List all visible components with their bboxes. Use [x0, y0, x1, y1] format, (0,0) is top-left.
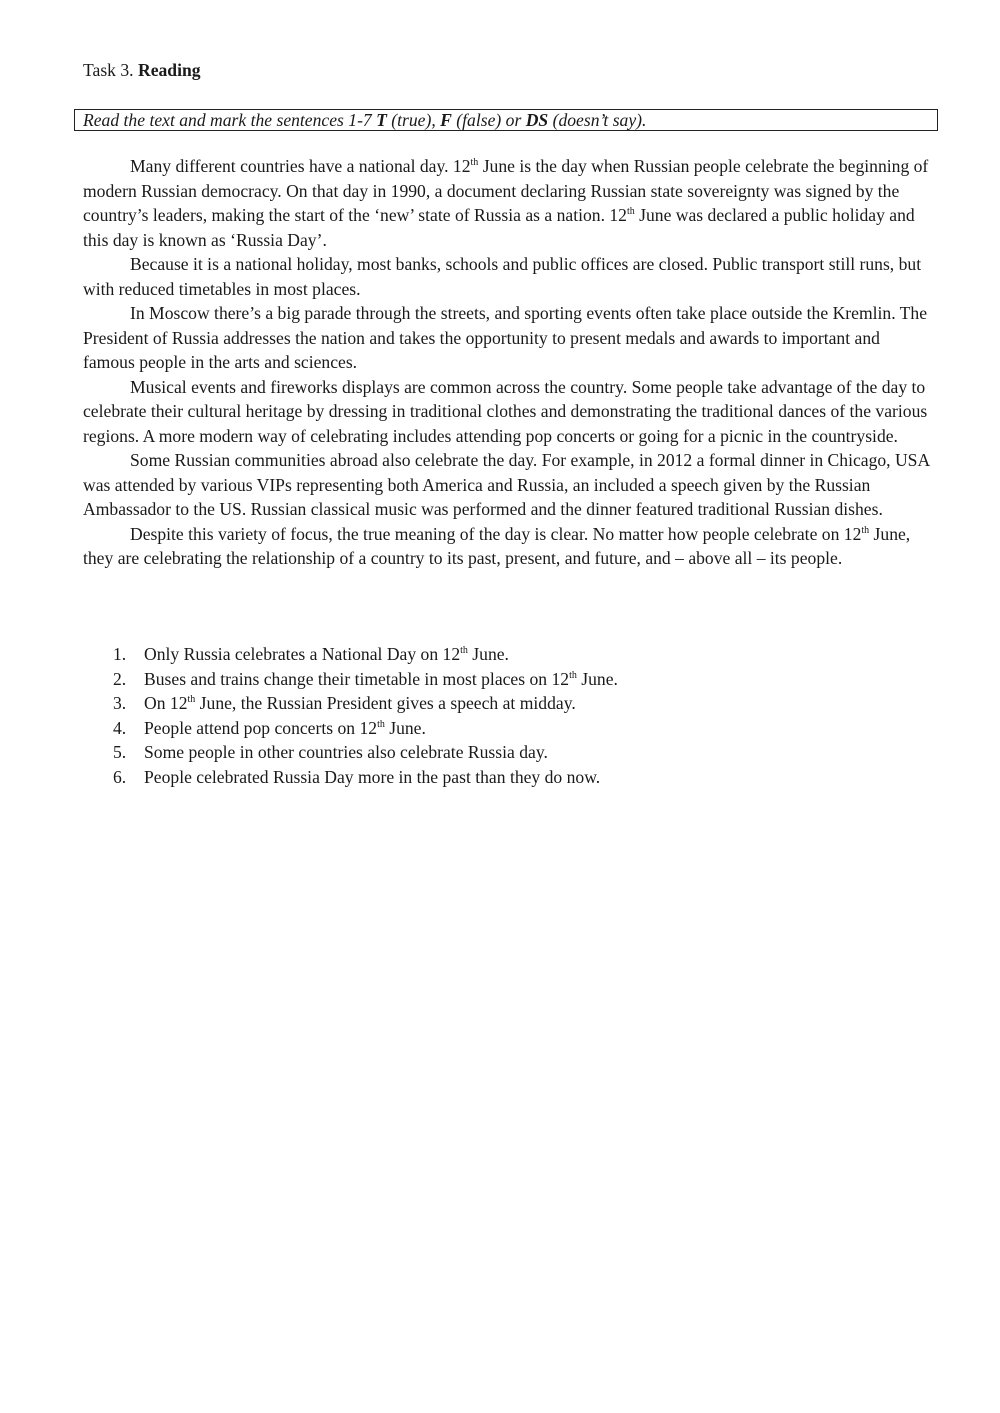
task-heading	[83, 58, 201, 82]
question-text-a: Some people in other countries also celebrate Russia day.	[144, 742, 548, 762]
question-text-b: June.	[467, 644, 509, 664]
passage-paragraph-4: Musical events and fireworks displays are common across the country. Some people take advantage of the day to celebrate their cultural heritage by dressing in traditional clothes and demonstrating the traditional dances of the various regions. A more modern way of celebrating includes attending pop concerts or going for a picnic in the countryside.	[83, 376, 928, 446]
instruction-box	[74, 109, 938, 131]
question-number: 1.	[113, 644, 127, 664]
instruction-text-4: (doesn’t say).	[548, 110, 647, 130]
question-superscript: th	[569, 669, 577, 681]
question-number: 2.	[113, 668, 127, 689]
p1-text-a: Many different countries have a national day. 12	[130, 156, 471, 176]
p1-text-c: June was declared a public holiday and this day is known as ‘Russia Day’.	[83, 205, 915, 250]
question-item	[83, 691, 943, 716]
task-title: Reading	[137, 60, 201, 80]
p6-text-a: Despite this variety of focus, the true meaning of the day is clear. No matter how people celebrate on 12	[130, 523, 862, 544]
question-text-b: June.	[576, 668, 618, 689]
question-item	[83, 716, 943, 741]
p6-superscript-a: th	[861, 524, 870, 536]
question-list	[83, 642, 943, 789]
question-superscript: th	[377, 718, 385, 730]
question-text-b: June.	[384, 717, 426, 738]
passage-paragraph-2: Because it is a national holiday, most banks, schools and public offices are closed. Public transport still runs, but with reduced timetables in most places.	[83, 254, 922, 299]
passage-paragraph-6	[83, 522, 933, 571]
passage-paragraph-3: In Moscow there’s a big parade through the streets, and sporting events often take place outside the Kremlin. The President of Russia addresses the nation and takes the opportunity to present medals and awards to important and famous people in the arts and sciences.	[83, 303, 928, 372]
question-text-a: People celebrated Russia Day more in the past than they do now.	[144, 766, 601, 787]
question-text-a: Only Russia celebrates a National Day on 12	[144, 644, 461, 664]
task-label: Task 3.	[83, 60, 134, 80]
reading-passage	[83, 154, 933, 571]
instruction-text-2: (true),	[386, 110, 441, 130]
instruction-false-code: F	[440, 110, 452, 130]
instruction-doesnt-say-code: DS	[525, 110, 549, 130]
question-number: 5.	[113, 742, 127, 762]
question-item	[83, 667, 943, 692]
question-superscript: th	[187, 694, 196, 705]
question-item	[83, 765, 943, 790]
question-item	[83, 642, 943, 667]
question-number: 3.	[113, 693, 127, 713]
question-number: 4.	[113, 717, 127, 738]
p6-text-b: June, they are celebrating the relationship of a country to its past, present, and future, and – above all – its people.	[83, 523, 911, 568]
question-text-a: People attend pop concerts on 12	[144, 717, 378, 738]
instruction-true-code: T	[376, 110, 387, 130]
p1-text-b: June is the day when Russian people celebrate the beginning of modern Russian democracy. On that day in 1990, a document declaring Russian state sovereignty was signed by the country’s leaders, making the start of the ‘new’ state of Russia as a nation. 12	[83, 156, 929, 225]
question-superscript: th	[460, 645, 468, 656]
p1-superscript-a: th	[470, 157, 479, 168]
instruction-text-1: Read the text and mark the sentences 1-7	[83, 110, 377, 130]
question-text-b: June, the Russian President gives a speech at midday.	[195, 693, 576, 713]
question-number: 6.	[113, 766, 127, 787]
question-text-a: On 12	[144, 693, 188, 713]
question-item	[83, 740, 943, 765]
p1-superscript-b: th	[626, 206, 635, 217]
passage-paragraph-1	[83, 154, 933, 252]
question-text-a: Buses and trains change their timetable in most places on 12	[144, 668, 570, 689]
instruction-text-3: (false) or	[451, 110, 526, 130]
passage-paragraph-5: Some Russian communities abroad also celebrate the day. For example, in 2012 a formal dinner in Chicago, USA was attended by various VIPs representing both America and Russia, an included a speech given by the Russian Ambassador to the US. Russian classical music was performed and the dinner featured traditional Russian dishes.	[83, 450, 930, 519]
